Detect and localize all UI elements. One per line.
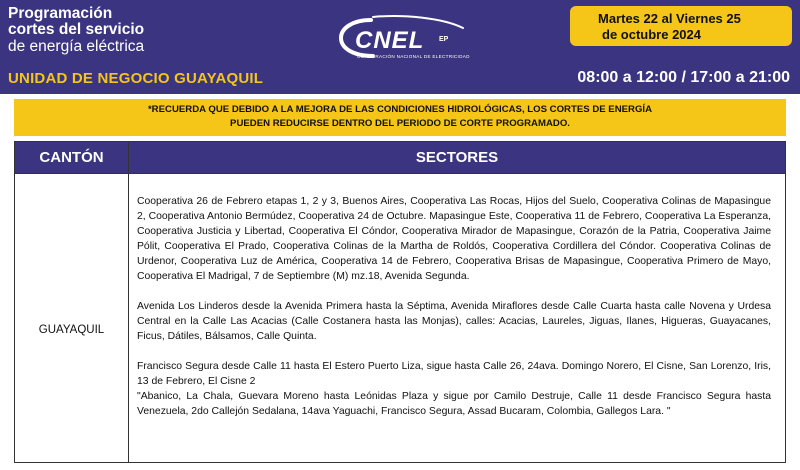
header-canton: CANTÓN	[39, 149, 104, 166]
time-range: 08:00 a 12:00 / 17:00 a 21:00	[577, 69, 790, 86]
date-line-2: de octubre 2024	[602, 27, 701, 42]
notice-banner	[14, 99, 786, 136]
title-line-3: de energía eléctrica	[8, 38, 145, 55]
notice-line-2: PUEDEN REDUCIRSE DENTRO DEL PERIODO DE CORTE PROGRAMADO.	[230, 118, 570, 129]
sector-paragraph-3-line-2: "Abanico, La Chala, Guevara Moreno hasta Leónidas Plaza y sigue por Camilo Destruje, Calle 11 desde Francisco Segura hasta Venezuela, 2do Callejón Sedalana, 14ava Yaguachi, Francisco Segura, Assad Bucaram, Colombia, Gallegos Lara. "	[137, 391, 771, 417]
header-banner	[0, 0, 800, 94]
table-header-row	[15, 142, 785, 174]
logo-tagline: CORPORACIÓN NACIONAL DE ELECTRICIDAD	[357, 54, 470, 59]
sector-paragraph-1: Cooperativa 26 de Febrero etapas 1, 2 y 3, Buenos Aires, Cooperativa Las Rocas, Hijos del Suelo, Cooperativa Colinas de Mapasingue 2, Cooperativa Antonio Bermúdez, Cooperativa 24 de Octubre. Mapasingue Este, Cooperativa 11 de Febrero, Cooperativa La Esperanza, Cooperativa Justicia y Libertad, Cooperativa El Cóndor, Cooperativa Mirador de Mapasingue, Corazón de la Patria, Cooperativa Jaime Pólit, Cooperativa El Prado, Cooperativa Colinas de la Martha de Roldós, Cooperativa Cordillera del Cóndor. Cooperativa Colinas de Urdenor, Cooperativa Luz de América, Cooperativa 14 de Febrero, Cooperativa Brisas de Mapasingue, Cooperativa Primero de Mayo, Cooperativa El Madrigal, 7 de Septiembre (M) mz.18, Avenida Segunda.	[137, 196, 771, 282]
page-title	[8, 6, 238, 55]
canton-name: GUAYAQUIL	[38, 324, 105, 336]
schedule-table	[14, 141, 786, 463]
sector-paragraph-3	[137, 359, 771, 419]
logo-brand-text: CNEL	[355, 27, 425, 54]
sectores-cell	[128, 174, 785, 462]
canton-cell	[15, 174, 128, 462]
date-line-1: Martes 22 al Viernes 25	[598, 11, 741, 26]
notice-line-1: *RECUERDA QUE DEBIDO A LA MEJORA DE LAS CONDICIONES HIDROLÓGICAS, LOS CORTES DE ENERGÍA	[147, 104, 653, 115]
sector-paragraph-2: Avenida Los Linderos desde la Avenida Primera hasta la Séptima, Avenida Miraflores desde Calle Cuarta hasta calle Novena y Urdesa Central en la Calle Las Acacias (Calle Costanera hasta las Monjas), calles: Acacias, Laureles, Jiguas, Ilanes, Higueras, Guayacanes, Ficus, Dátiles, Bálsamos, Calle Quinta.	[137, 301, 771, 342]
business-unit-label: UNIDAD DE NEGOCIO GUAYAQUIL	[8, 70, 264, 87]
cnel-logo	[333, 14, 473, 64]
sector-paragraph-3-line-1: Francisco Segura desde Calle 11 hasta El Estero Puerto Liza, sigue hasta Calle 26, 24ava. Domingo Norero, El Cisne, San Lorenzo, Iris, 13 de Febrero, El Cisne 2	[137, 361, 771, 387]
logo-suffix: EP	[439, 36, 449, 43]
header-sectores: SECTORES	[128, 142, 785, 174]
title-line-1: Programación	[8, 5, 113, 22]
date-range-badge	[570, 6, 792, 46]
title-line-2: cortes del servicio	[8, 21, 145, 38]
